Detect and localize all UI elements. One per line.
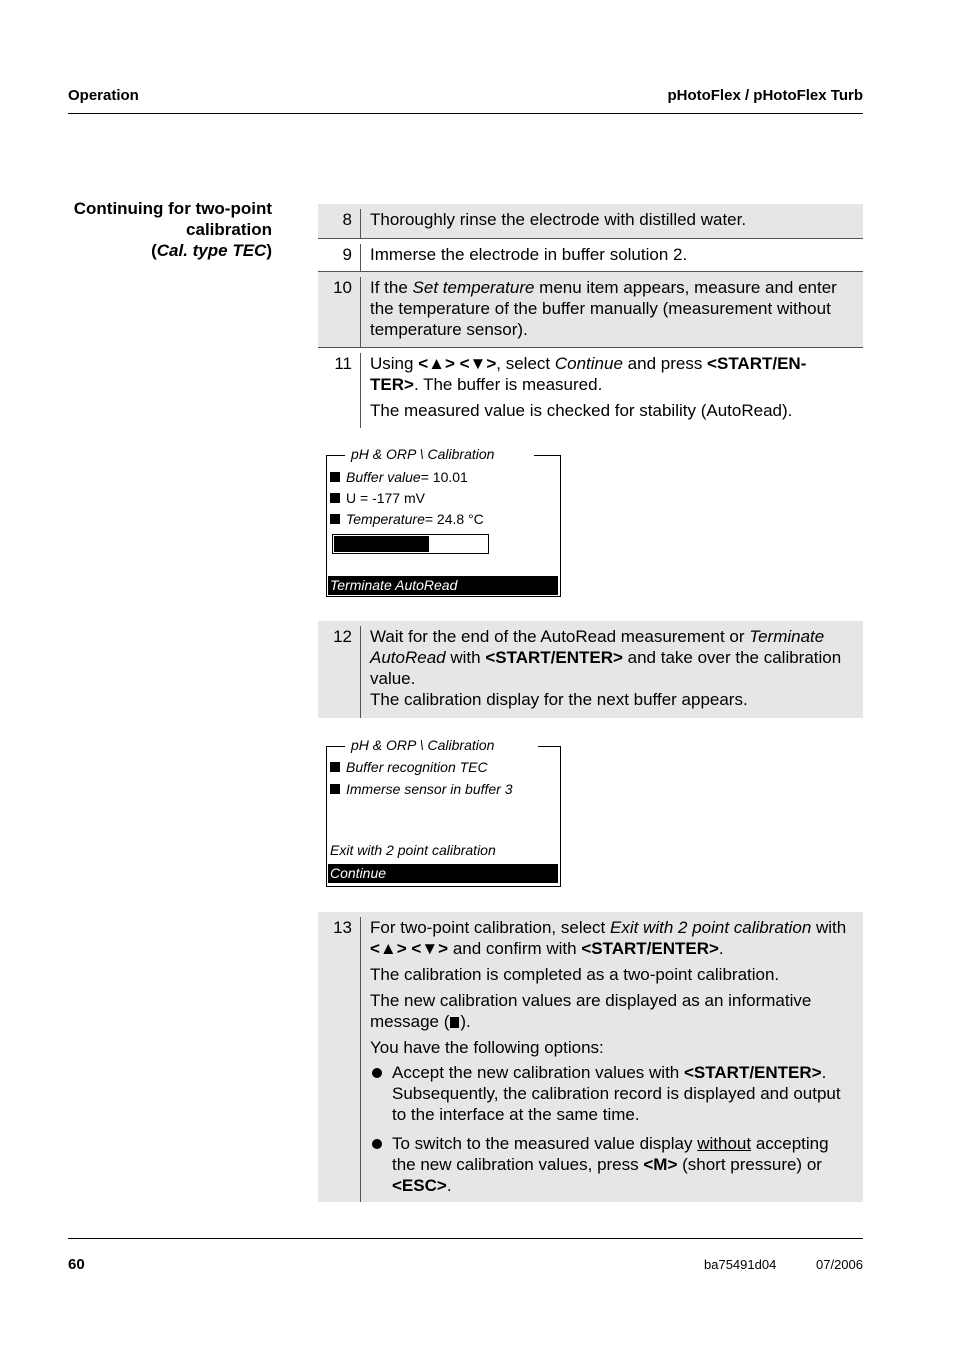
step-number: 13 [318,917,361,1202]
steps-block-1 [318,204,863,428]
option-discard: To switch to the measured value display without accepting the new calibration values, press <M> (short pressure) or <ESC>. [370,1133,853,1196]
page-number: 60 [68,1256,85,1273]
step-12 [318,621,863,718]
header-product-name: pHotoFlex / pHotoFlex Turb [667,87,863,104]
step-number: 11 [318,353,361,428]
display-row-buffer-recognition: Buffer recognition TEC [330,759,488,775]
document-date: 07/2006 [816,1257,863,1272]
bullet-icon [372,1139,382,1149]
footer-rule [68,1238,863,1239]
step-text: If the Set temperature menu item appears, measure and enter the temperature of the buffer manually (measurement without temperature sensor). [370,278,837,339]
step-text: For two-point calibration, select Exit with 2 point calibration with <▲> <▼> and confirm with <START/ENTER>. The calibration is completed as a two-point calibration. The new calibration values are displayed as an informative message ( ). You have the following options: Accept the new calibration values with <START/ENTER>. Subsequently, the calibration record is displayed and output to the interface at the same time. To switch to the measured value display without accepting the new calibration values, press <M> (short pressure) or <ESC>. [361,917,863,1202]
square-bullet-icon [330,762,340,772]
step-number: 12 [318,626,361,718]
bullet-icon [372,1068,382,1078]
step-text: Immerse the electrode in buffer solution 2. [370,245,688,264]
autoread-progress-bar [332,534,489,554]
option-accept: Accept the new calibration values with <START/ENTER>. Subsequently, the calibration record is displayed and output to the interface at the same time. [370,1062,853,1125]
step-text: Thoroughly rinse the electrode with distilled water. [370,210,747,229]
info-square-icon [450,1017,459,1028]
steps-block-2 [318,621,863,718]
device-display-autoread [326,446,561,597]
side-heading [68,198,272,261]
continue-option-selected[interactable]: Continue [328,864,558,883]
display-row-voltage: U = -177 mV [330,490,425,506]
step-10 [318,272,863,348]
display-row-immerse: Immerse sensor in buffer 3 [330,781,513,797]
step-13 [318,912,863,1202]
progress-fill [334,536,429,552]
step-8 [318,204,863,239]
steps-block-3 [318,912,863,1202]
step-number: 10 [318,277,361,347]
square-bullet-icon [330,493,340,503]
display-title: pH & ORP \ Calibration [351,737,495,753]
display-title: pH & ORP \ Calibration [351,446,495,462]
cal-type: Cal. type TEC [156,241,267,260]
header-rule [68,113,863,114]
square-bullet-icon [330,472,340,482]
terminate-autoread-option[interactable]: Terminate AutoRead [328,576,558,595]
step-text: Wait for the end of the AutoRead measurement or Terminate AutoRead with <START/ENTER> and take over the calibration value. The calibration display for the next buffer appears. [370,627,842,709]
header-section-title: Operation [68,87,139,104]
step-9 [318,239,863,272]
step-number: 8 [318,209,361,238]
step-text: Using <▲> <▼>, select Continue and press <START/EN-TER>. The buffer is measured. The measured value is checked for stability (AutoRead). [370,354,807,420]
step-number: 9 [318,244,361,271]
square-bullet-icon [330,514,340,524]
square-bullet-icon [330,784,340,794]
device-display-buffer3 [326,737,561,887]
display-row-buffer-value: Buffer value = 10.01 [330,469,468,485]
display-row-temperature: Temperature = 24.8 °C [330,511,484,527]
side-heading-line3: (Cal. type TEC) [151,241,272,260]
exit-two-point-option[interactable]: Exit with 2 point calibration [330,842,496,858]
side-heading-line1: Continuing for two-point [73,199,272,218]
document-id: ba75491d04 [704,1257,777,1272]
step-11 [318,348,863,428]
side-heading-line2: calibration [186,220,272,239]
